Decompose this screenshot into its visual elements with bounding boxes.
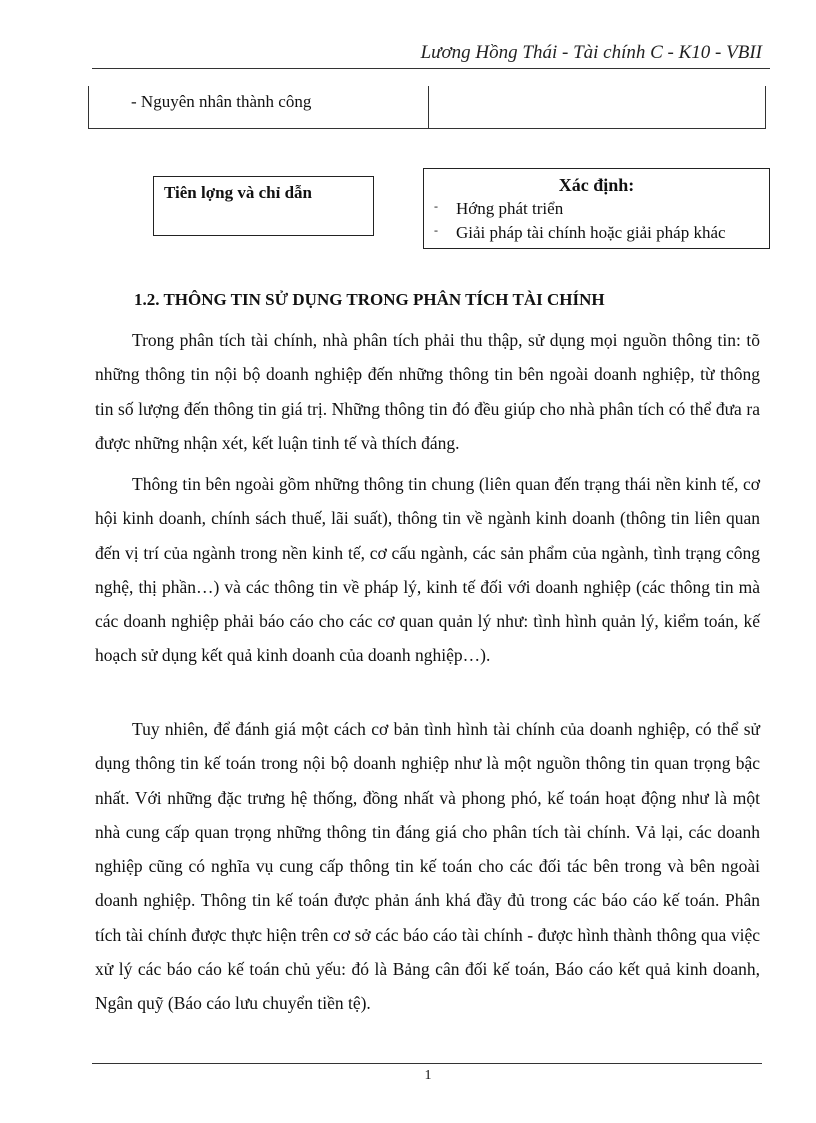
table-column-divider	[428, 86, 429, 128]
determination-item	[434, 223, 726, 243]
paragraph-3: Tuy nhiên, để đánh giá một cách cơ bản tình hình tài chính của doanh nghiệp, có thể sử dụng thông tin kế toán trong nội bộ doanh nghiệp như là một nguồn thông tin quan trọng bậc nhất. Với những đặc trưng hệ thống, đồng nhất và phong phó, kế toán hoạt động như là một nhà cung cấp quan trọng những thông tin đáng giá cho phân tích tài chính. Vả lại, các doanh nghiệp cũng có nghĩa vụ cung cấp thông tin kế toán cho các đối tác bên trong và bên ngoài doanh nghiệp. Thông tin kế toán được phản ánh khá đầy đủ trong các báo cáo kế toán. Phân tích tài chính được thực hiện trên cơ sở các báo cáo tài chính - được hình thành thông qua việc xử lý các báo cáo kế toán chủ yếu: đó là Bảng cân đối kế toán, Báo cáo kết quả kinh doanh, Ngân quỹ (Báo cáo lưu chuyển tiền tệ).	[95, 719, 760, 1014]
page-number: 1	[424, 1068, 432, 1083]
table-cell-left: - Nguyên nhân thành công	[131, 92, 312, 111]
determination-item	[434, 199, 563, 219]
table-fragment	[88, 86, 766, 129]
determination-item-text: Giải pháp tài chính hoặc giải pháp khác	[456, 223, 726, 242]
header-rule	[92, 68, 770, 69]
determination-item-text: Hớng phát triển	[456, 199, 564, 218]
forecast-box: Tiên lợng và chỉ dẫn	[153, 176, 374, 236]
paragraph-1: Trong phân tích tài chính, nhà phân tích phải thu thập, sử dụng mọi nguồn thông tin: tõ những thông tin nội bộ doanh nghiệp đến những thông tin bên ngoài doanh nghiệp, từ thông tin số lượng đến thông tin giá trị. Những thông tin đó đều giúp cho nhà phân tích có thể đưa ra được những nhận xét, kết luận tinh tế và thích đáng.	[95, 330, 760, 453]
running-header: Lương Hồng Thái - Tài chính C - K10 - VBII	[420, 42, 762, 63]
bullet-dash-icon: -	[434, 199, 438, 213]
determination-box	[423, 168, 770, 249]
section-heading: 1.2. THÔNG TIN SỬ DỤNG TRONG PHÂN TÍCH TÀI CHÍNH	[134, 290, 605, 309]
determination-box-title: Xác định:	[558, 175, 635, 195]
paragraph-2: Thông tin bên ngoài gồm những thông tin chung (liên quan đến trạng thái nền kinh tế, cơ hội kinh doanh, chính sách thuế, lãi suất), thông tin về ngành kinh doanh (thông tin liên quan đến vị trí của ngành trong nền kinh tế, cơ cấu ngành, các sản phẩm của ngành, tình trạng công nghệ, thị phần…) và các thông tin về pháp lý, kinh tế đối với doanh nghiệp (các thông tin mà các doanh nghiệp phải báo cáo cho các cơ quan quản lý như: tình hình quản lý, kiểm toán, kế hoạch sử dụng kết quả kinh doanh của doanh nghiệp…).	[95, 474, 760, 666]
bullet-dash-icon: -	[434, 223, 438, 237]
footer-rule	[92, 1063, 762, 1064]
